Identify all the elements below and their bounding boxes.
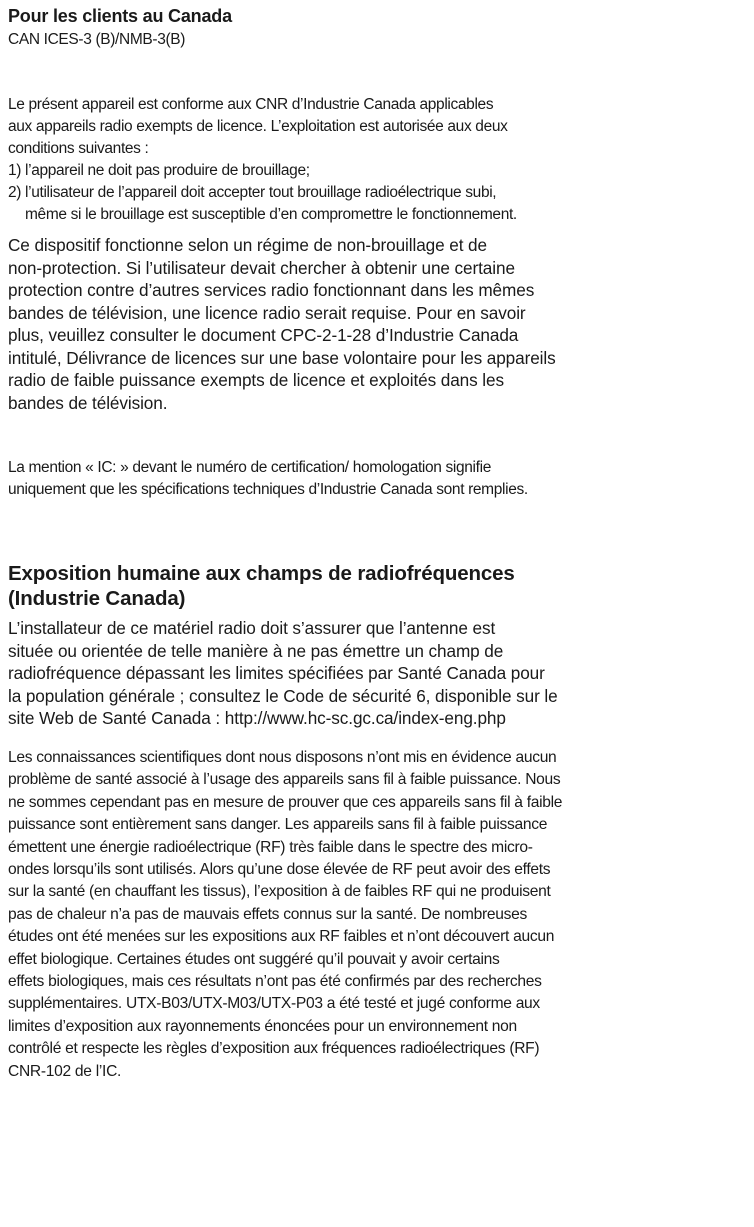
text-line: ondes lorsqu’ils sont utilisés. Alors qu’une dose élevée de RF peut avoir des effets xyxy=(8,861,551,879)
text-line: limites d’exposition aux rayonnements énoncées pour un environnement non xyxy=(8,1017,517,1035)
text-line: problème de santé associé à l’usage des appareils sans fil à faible puissance. Nous xyxy=(8,771,561,789)
text-line: protection contre d’autres services radio fonctionnant dans les mêmes xyxy=(8,280,535,300)
text-line: même si le brouillage est susceptible d’en compromettre le fonctionnement. xyxy=(25,206,517,223)
text-line: Les connaissances scientifiques dont nous disposons n’ont mis en évidence aucun xyxy=(8,749,557,766)
text-line: L’installateur de ce matériel radio doit s’assurer que l’antenne est xyxy=(8,618,496,638)
condition-1: 1) l’appareil ne doit pas produire de brouillage; xyxy=(8,162,310,179)
text-line: puissance sont entièrement sans danger. Les appareils sans fil à faible puissance xyxy=(8,816,548,834)
text-line: conditions suivantes : xyxy=(8,140,149,157)
text-line: Le présent appareil est conforme aux CNR d’Industrie Canada applicables xyxy=(8,96,494,113)
text-line: radio de faible puissance exempts de licence et exploités dans les xyxy=(8,370,504,390)
heading-line: (Industrie Canada) xyxy=(8,586,186,610)
installer-paragraph xyxy=(8,617,558,730)
text-line: non-protection. Si l’utilisateur devait chercher à obtenir une certaine xyxy=(8,257,515,278)
text-line: sur la santé (en chauffant les tissus), l’exposition à de faibles RF qui ne produisent xyxy=(8,883,551,901)
text-line: CNR-102 de l’IC. xyxy=(8,1062,122,1080)
text-line: Ce dispositif fonctionne selon un régime de non-brouillage et de xyxy=(8,235,487,255)
ices-code: CAN ICES-3 (B)/NMB-3(B) xyxy=(8,31,186,48)
text-line: bandes de télévision, une licence radio serait requise. Pour en savoir xyxy=(8,302,526,323)
text-line: aux appareils radio exempts de licence. L’exploitation est autorisée aux deux xyxy=(8,118,508,135)
text-line: intitulé, Délivrance de licences sur une base volontaire pour les appareils xyxy=(8,347,556,368)
text-line: pas de chaleur n’a pas de mauvais effets connus sur la santé. De nombreuses xyxy=(8,905,527,923)
section-heading-canada: Pour les clients au Canada xyxy=(8,6,232,26)
text-line: études ont été menées sur les expositions aux RF faibles et n’ont découvert aucun xyxy=(8,928,555,946)
text-line: 2) l’utilisateur de l’appareil doit accepter tout brouillage radioélectrique subi, xyxy=(8,184,497,201)
text-line: ne sommes cependant pas en mesure de prouver que ces appareils sans fil à faible xyxy=(8,793,563,811)
scientific-knowledge-paragraph xyxy=(8,747,562,1083)
text-line: émettent une énergie radioélectrique (RF) très faible dans le spectre des micro- xyxy=(8,838,533,856)
text-line: supplémentaires. UTX-B03/UTX-M03/UTX-P03 a été testé et jugé conforme aux xyxy=(8,995,540,1013)
non-interference-paragraph xyxy=(8,234,556,414)
ic-mention-paragraph xyxy=(8,457,528,501)
text-line: contrôlé et respecte les règles d’exposition aux fréquences radioélectriques (RF) xyxy=(8,1040,540,1058)
text-line: située ou orientée de telle manière à ne pas émettre un champ de xyxy=(8,640,504,661)
text-line: La mention « IC: » devant le numéro de certification/ homologation signifie xyxy=(8,459,491,476)
text-line: uniquement que les spécifications techniques d’Industrie Canada sont remplies. xyxy=(8,481,528,498)
condition-2 xyxy=(8,182,517,226)
text-line: plus, veuillez consulter le document CPC-2-1-28 d’Industrie Canada xyxy=(8,325,519,345)
section-heading-rf-exposure xyxy=(8,562,515,611)
text-line: la population générale ; consultez le Code de sécurité 6, disponible sur le xyxy=(8,685,558,706)
heading-line: Exposition humaine aux champs de radiofréquences xyxy=(8,562,515,585)
text-line: effets biologiques, mais ces résultats n’ont pas été confirmés par des recherches xyxy=(8,973,542,991)
text-line: site Web de Santé Canada : http://www.hc-sc.gc.ca/index-eng.php xyxy=(8,708,506,728)
compliance-paragraph xyxy=(8,94,508,160)
text-line: radiofréquence dépassant les limites spécifiées par Santé Canada pour xyxy=(8,663,545,683)
text-line: bandes de télévision. xyxy=(8,392,168,413)
text-line: effet biologique. Certaines études ont suggéré qu’il pouvait y avoir certains xyxy=(8,950,500,968)
